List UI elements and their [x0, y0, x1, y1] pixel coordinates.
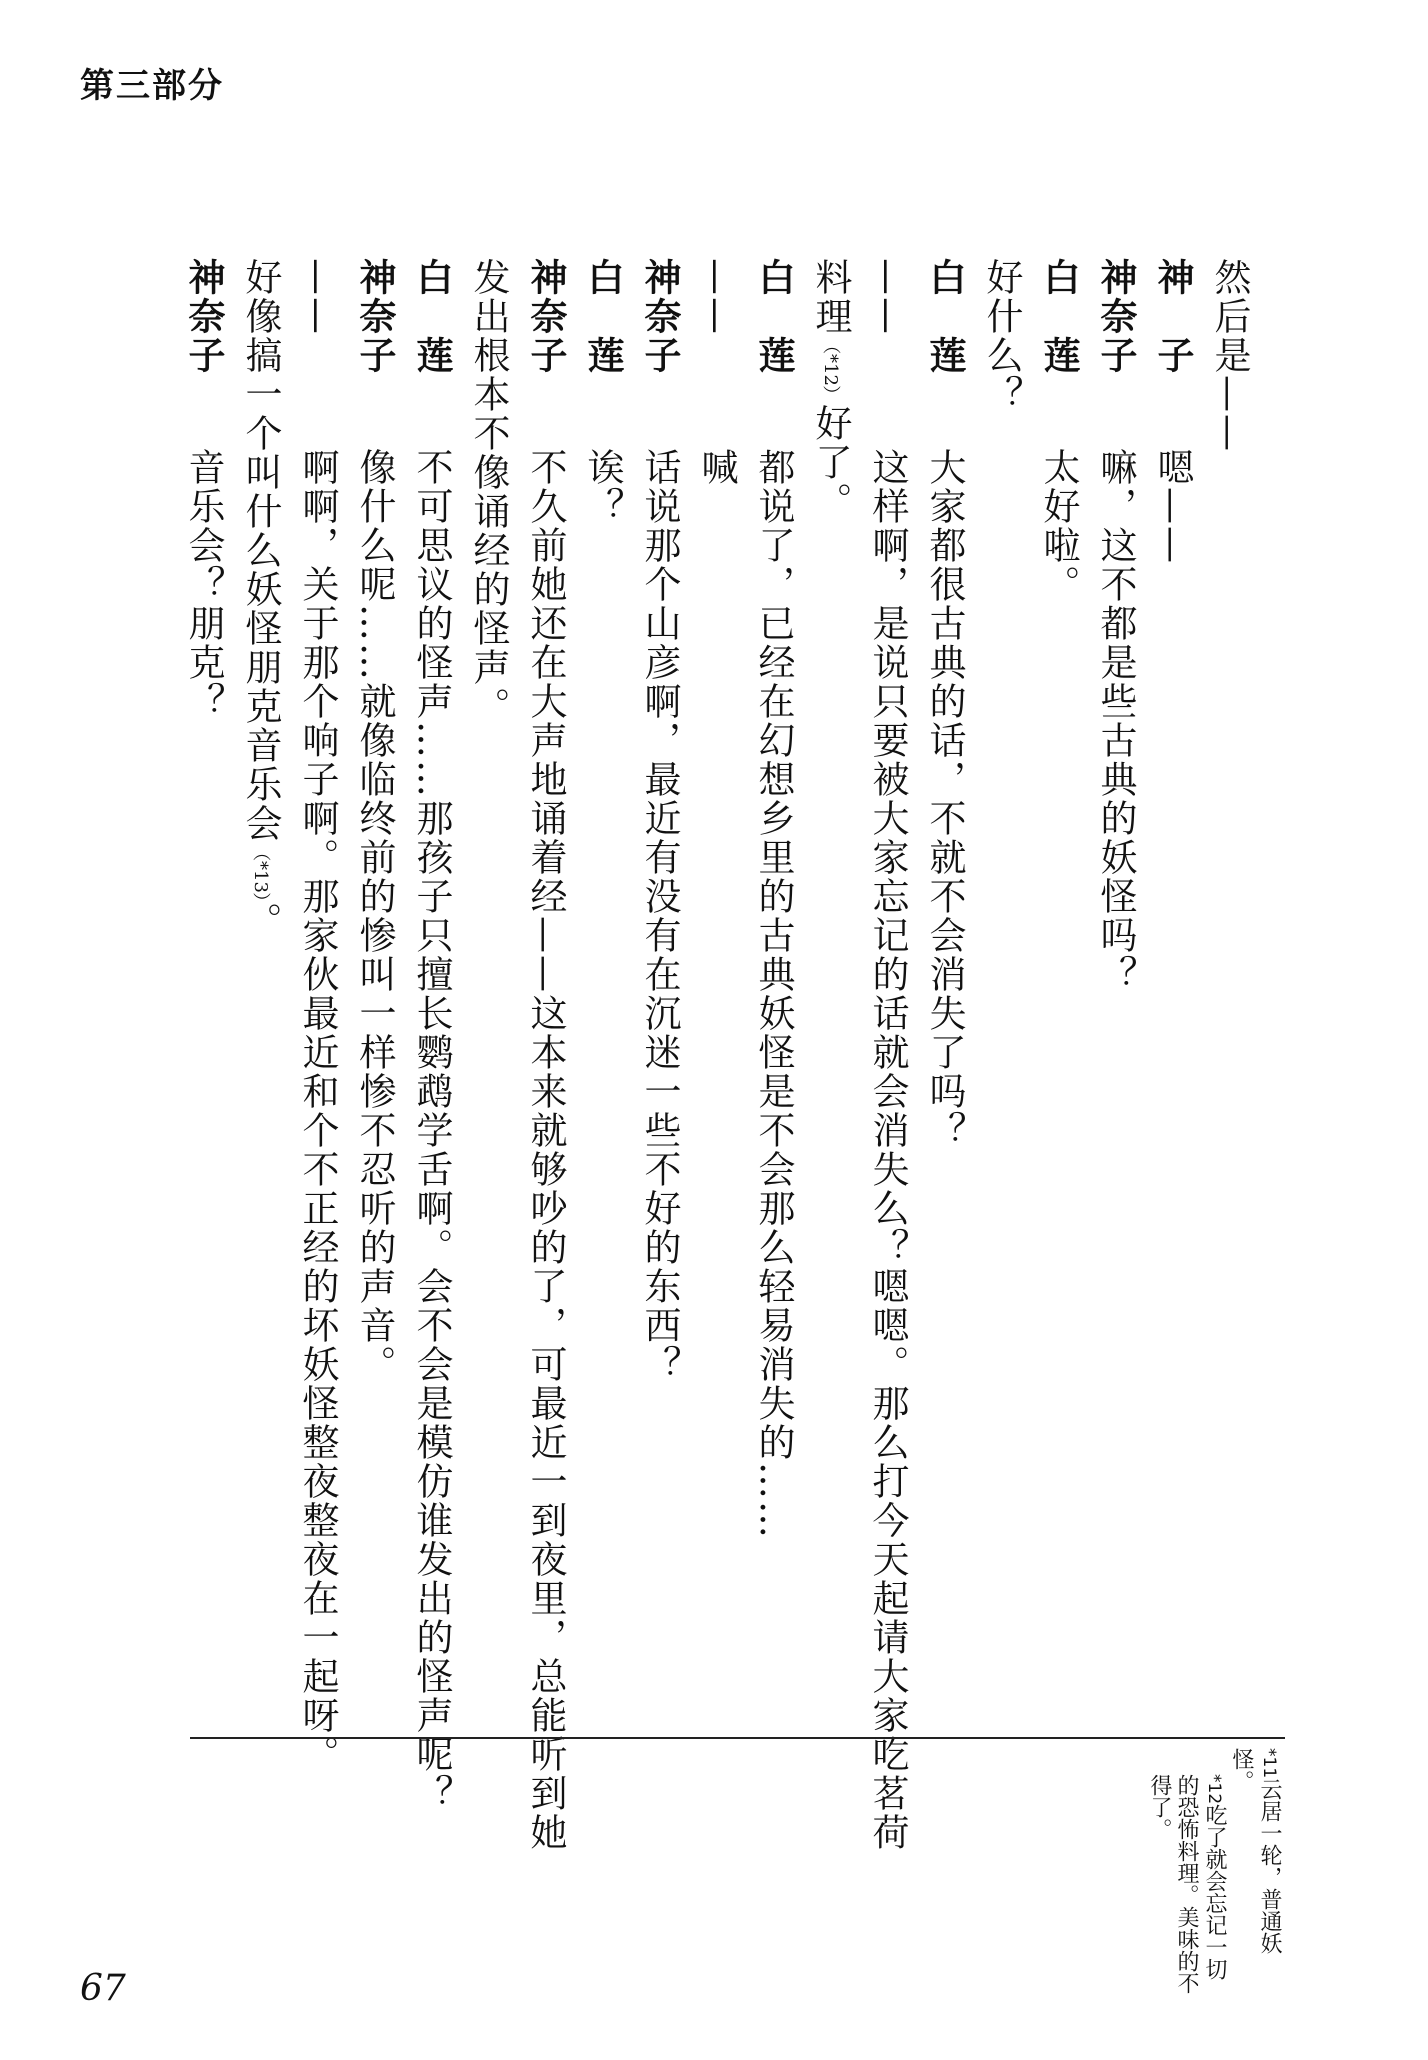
dialogue-text: 这样啊，是说只要被大家忘记的话就会消失么？嗯嗯。那么打今天起请大家吃茗荷: [866, 448, 909, 1852]
dialogue-text: 嘛，这不都是些古典的妖怪吗？: [1094, 448, 1137, 994]
dialogue-line: [631, 258, 688, 1723]
dialogue-text: 太好啦。: [1037, 448, 1080, 604]
speaker-name: 白 莲: [1037, 258, 1080, 375]
dialogue-line: [346, 258, 403, 1723]
dialogue-line: [403, 258, 460, 1813]
speaker-name: 神奈子: [353, 258, 396, 375]
speaker-name: 白 莲: [923, 258, 966, 375]
dialogue-text: 嗯——: [1151, 448, 1194, 565]
dialogue-text: 不久前她还在大声地诵着经——这本来就够吵的了，可最近一到夜里，总能听到她: [524, 448, 567, 1852]
dialogue-line: [460, 258, 517, 1723]
dash-marker: ——: [695, 258, 738, 336]
dash-marker: ——: [296, 258, 339, 336]
dialogue-line: [916, 258, 973, 1723]
speaker-name: 神 子: [1151, 258, 1194, 375]
footnote: [1228, 1748, 1283, 1998]
dialogue-text: 大家都很古典的话，不就不会消失了吗？: [923, 448, 966, 1150]
footnotes: [1146, 1748, 1283, 1998]
dialogue-text: 好什么？: [980, 258, 1023, 414]
dialogue-line: [517, 258, 574, 1852]
dialogue-text: 都说了，已经在幻想乡里的古典妖怪是不会那么轻易消失的……: [752, 448, 795, 1540]
dialogue-text: 啊啊，关于那个响子啊。那家伙最近和个不正经的坏妖怪整夜整夜在一起呀。: [296, 448, 339, 1774]
footnote-id: *11: [1259, 1748, 1279, 1779]
speaker-name: 神奈子: [182, 258, 225, 375]
dialogue-text: 然后是——: [1208, 258, 1251, 453]
dialogue-line: [232, 258, 289, 1723]
footnote-text: 吃了就会忘记一切的恐怖料理。美味的不得了。: [1147, 1774, 1227, 1994]
footnote-text: 云居一轮，普通妖怪。: [1229, 1748, 1282, 1955]
dialogue-line: [973, 258, 1030, 1723]
dialogue-line: [745, 258, 802, 1723]
section-title: 第三部分: [80, 66, 224, 106]
speaker-name: 白 莲: [752, 258, 795, 375]
dialogue-text: 发出根本不像诵经的怪声。: [467, 258, 510, 726]
footnote-reference: （*13）: [250, 843, 271, 902]
dialogue-text: 诶？: [581, 448, 624, 526]
dialogue-text-tail: 。: [239, 901, 282, 941]
dash-marker: ——: [866, 258, 909, 336]
dialogue-line: [175, 258, 232, 1723]
dialogue-line: [1030, 258, 1087, 1723]
dialogue-line: [688, 258, 745, 1723]
dialogue-line: [574, 258, 631, 1723]
speaker-name: 神奈子: [524, 258, 567, 375]
dialogue-text: 音乐会？朋克？: [182, 448, 225, 721]
dialogue-text-tail: 好了。: [809, 403, 852, 521]
dialogue-line: [1087, 258, 1144, 1723]
footnote-divider: [190, 1737, 1285, 1739]
dialogue-text: 不可思议的怪声……那孩子只擅长鹦鹉学舌啊。会不会是模仿谁发出的怪声呢？: [410, 448, 453, 1813]
dialogue-text: 喊: [695, 448, 738, 487]
dialogue-text: 料理: [809, 258, 852, 336]
footnote-reference: （*12）: [820, 336, 841, 404]
dialogue-text: 像什么呢……就像临终前的惨叫一样惨不忍听的声音。: [353, 448, 396, 1384]
speaker-name: 神奈子: [638, 258, 681, 375]
footnote-id: *12: [1204, 1774, 1224, 1805]
speaker-name: 白 莲: [410, 258, 453, 375]
page-number: 67: [80, 1968, 126, 2009]
dialogue-text: 话说那个山彦啊，最近有没有在沉迷一些不好的东西？: [638, 448, 681, 1384]
dialogue-line: [1144, 258, 1201, 1723]
dialogue-line: [859, 258, 916, 1852]
dialogue-line: [1201, 258, 1258, 1723]
dialogue-body: [175, 258, 1258, 1852]
speaker-name: 白 莲: [581, 258, 624, 375]
footnote: [1146, 1774, 1228, 1998]
dialogue-text: 好像搞一个叫什么妖怪朋克音乐会: [239, 258, 282, 843]
dialogue-line: [802, 258, 859, 1723]
speaker-name: 神奈子: [1094, 258, 1137, 375]
dialogue-line: [289, 258, 346, 1774]
